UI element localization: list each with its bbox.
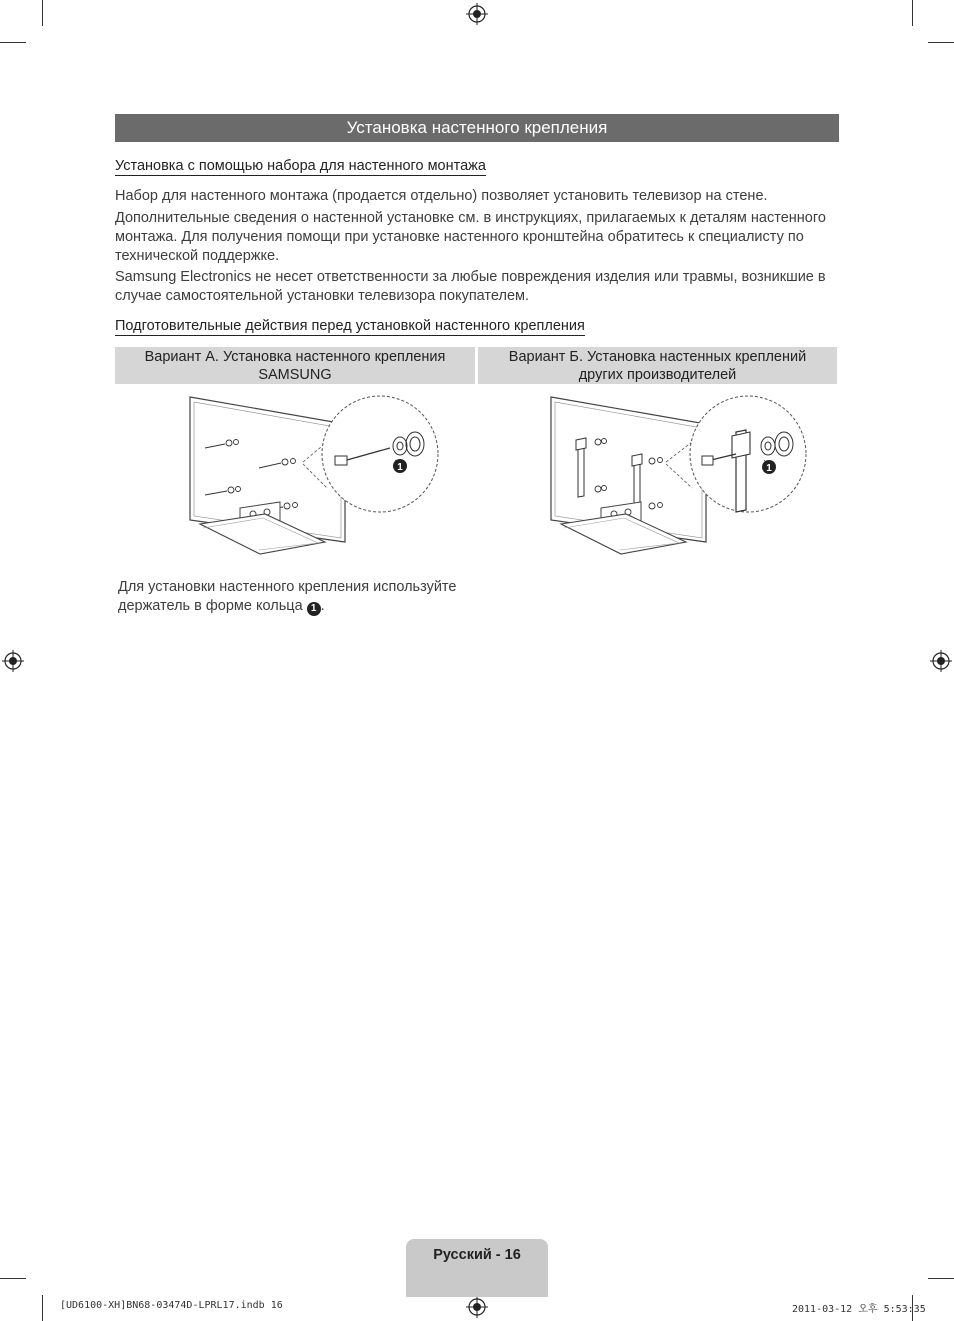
crop-mark bbox=[928, 1278, 954, 1279]
column-header-line: SAMSUNG bbox=[258, 367, 332, 383]
column-header-option-b bbox=[478, 347, 837, 384]
caption-line: Для установки настенного крепления используйте bbox=[118, 579, 457, 595]
callout-badge-icon: 1 bbox=[307, 602, 321, 616]
registration-mark-icon bbox=[2, 650, 24, 672]
page-label: Русский - 16 bbox=[433, 1247, 521, 1263]
illustration-other-mount bbox=[546, 392, 810, 557]
column-header-line: других производителей bbox=[578, 367, 737, 383]
callout-number: 1 bbox=[397, 462, 403, 473]
column-header-line: Вариант Б. Установка настенных креплений bbox=[508, 349, 807, 365]
crop-mark bbox=[0, 42, 26, 43]
subsection-heading-preparation: Подготовительные действия перед установкой настенного крепления bbox=[115, 318, 585, 334]
subsection-heading-wall-mount-kit: Установка с помощью набора для настенного монтажа bbox=[115, 158, 486, 174]
section-title: Установка настенного крепления bbox=[115, 114, 839, 142]
page-number-tab bbox=[406, 1239, 548, 1297]
print-slug-file: [UD6100-XH]BN68-03474D-LPRL17.indb 16 bbox=[60, 1300, 283, 1311]
caption-text: держатель в форме кольца bbox=[118, 598, 303, 614]
paragraph-disclaimer: Samsung Electronics не несет ответственности за любые повреждения изделия или травмы, возникшие в случае самостоятельной установки телевизора покупателем. bbox=[115, 269, 826, 304]
caption-period: . bbox=[320, 598, 325, 614]
column-header-option-a bbox=[115, 347, 475, 384]
callout-number: 1 bbox=[766, 463, 772, 474]
crop-mark bbox=[42, 1295, 43, 1321]
crop-mark bbox=[928, 42, 954, 43]
paragraph-instructions: Дополнительные сведения о настенной установке см. в инструкциях, прилагаемых к деталям настенного монтажа. Для получения помощи при установке настенного кронштейна обратитесь к специалисту по технической поддержке. bbox=[115, 210, 826, 264]
caption-line bbox=[118, 597, 478, 616]
crop-mark bbox=[42, 0, 43, 26]
illustration-samsung-mount bbox=[185, 392, 445, 557]
registration-mark-icon bbox=[466, 3, 488, 25]
print-slug-date: 2011-03-12 오후 5:53:35 bbox=[792, 1304, 926, 1315]
column-header-line: Вариант А. Установка настенного крепления bbox=[144, 349, 446, 365]
registration-mark-icon bbox=[466, 1296, 488, 1318]
crop-mark bbox=[0, 1278, 26, 1279]
registration-mark-icon bbox=[930, 650, 952, 672]
illustration-caption bbox=[118, 578, 478, 616]
paragraph-kit-info: Набор для настенного монтажа (продается отдельно) позволяет установить телевизор на стене. bbox=[115, 188, 768, 204]
crop-mark bbox=[912, 0, 913, 26]
